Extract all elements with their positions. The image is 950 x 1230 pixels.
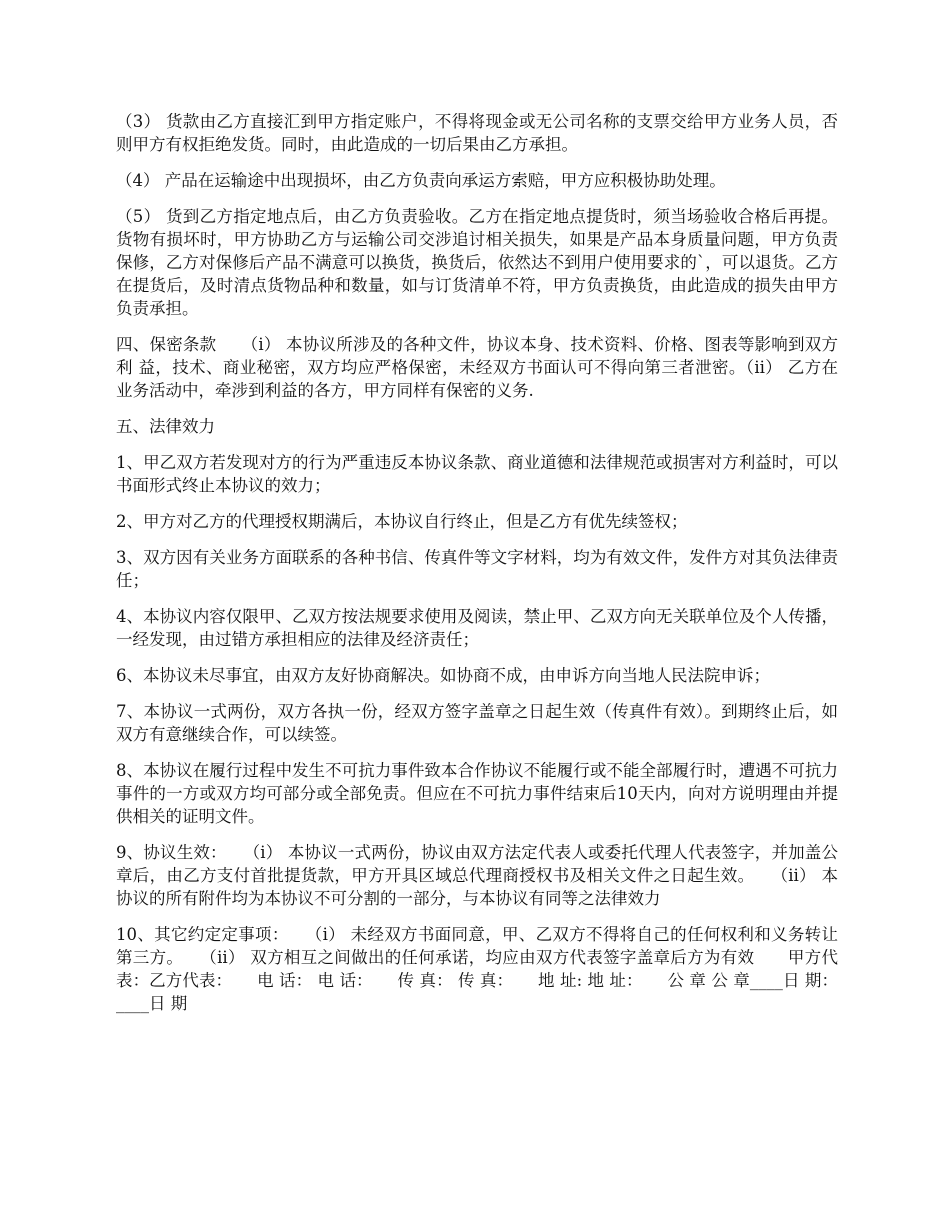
paragraph-payment-terms: （3） 货款由乙方直接汇到甲方指定账户，不得将现金或无公司名称的支票交给甲方业务人员，否则甲方有权拒绝发货。同时，由此造成的一切后果由乙方承担。 — [116, 112, 838, 154]
paragraph-clause-7: 7、本协议一式两份，双方各执一份，经双方签字盖章之日起生效（传真件有效）。到期终止后，如双方有意继续合作，可以续签。 — [116, 702, 838, 744]
paragraph-clause-6: 6、本协议未尽事宜，由双方友好协商解决。如协商不成，由申诉方向当地人民法院申诉； — [116, 666, 770, 685]
paragraph-clause-3: 3、双方因有关业务方面联系的各种书信、传真件等文字材料，均为有效文件，发件方对其负法律责任； — [116, 548, 838, 590]
paragraph-transport-damage: （4） 产品在运输途中出现损坏，由乙方负责向承运方索赔，甲方应积极协助处理。 — [116, 171, 726, 190]
paragraph-confidentiality: 四、保密条款 （ⅰ） 本协议所涉及的各种文件，协议本身、技术资料、价格、图表等影响到双方利 益，技术、商业秘密，双方均应严格保密，未经双方书面认可不得向第三者泄密。（ⅱ） 乙方在业务活动中，牵涉到利益的各方，甲方同样有保密的义务. — [116, 335, 838, 400]
section-heading-legal-effect: 五、法律效力 — [116, 417, 215, 436]
paragraph-clause-2: 2、甲方对乙方的代理授权期满后，本协议自行终止，但是乙方有优先续签权； — [116, 512, 688, 531]
paragraph-clause-8: 8、本协议在履行过程中发生不可抗力事件致本合作协议不能履行或不能全部履行时，遭遇不可抗力事件的一方或双方均可部分或全部免责。但应在不可抗力事件结束后10天内，向对方说明理由并提供相关的证明文件。 — [116, 761, 838, 826]
paragraph-clause-9: 9、协议生效： （ⅰ） 本协议一式两份，协议由双方法定代表人或委托代理人代表签字，并加盖公章后，由乙方支付首批提货款，甲方开具区域总代理商授权书及相关文件之日起生效。 （ⅱ） 本协议的所有附件均为本协议不可分割的一部分，与本协议有同等之法律效力 — [116, 843, 838, 908]
paragraph-clause-10-signatures: 10、其它约定定事项： （ⅰ） 未经双方书面同意，甲、乙双方不得将自己的任何权利和义务转让第三方。 （ⅱ） 双方相互之间做出的任何承诺，均应由双方代表签字盖章后方为有效 甲方代表：乙方代表： 电 话： 电 话： 传 真： 传 真： 地 址: 地 址： 公 章 公 章____日 期：____日 期 — [116, 925, 838, 1013]
paragraph-clause-1: 1、甲乙双方若发现对方的行为严重违反本协议条款、商业道德和法律规范或损害对方利益时，可以书面形式终止本协议的效力； — [116, 453, 838, 495]
paragraph-acceptance: （5） 货到乙方指定地点后，由乙方负责验收。乙方在指定地点提货时，须当场验收合格后再提。货物有损坏时，甲方协助乙方与运输公司交涉追讨相关损失，如果是产品本身质量问题，甲方负责保修，乙方对保修后产品不满意可以换货，换货后，依然达不到用户使用要求的`，可以退货。乙方在提货后，及时清点货物品种和数量，如与订货清单不符，甲方负责换货，由此造成的损失由甲方负责承担。 — [116, 207, 838, 318]
paragraph-clause-4: 4、本协议内容仅限甲、乙双方按法规要求使用及阅读，禁止甲、乙双方向无关联单位及个人传播，一经发现，由过错方承担相应的法律及经济责任； — [116, 607, 838, 649]
